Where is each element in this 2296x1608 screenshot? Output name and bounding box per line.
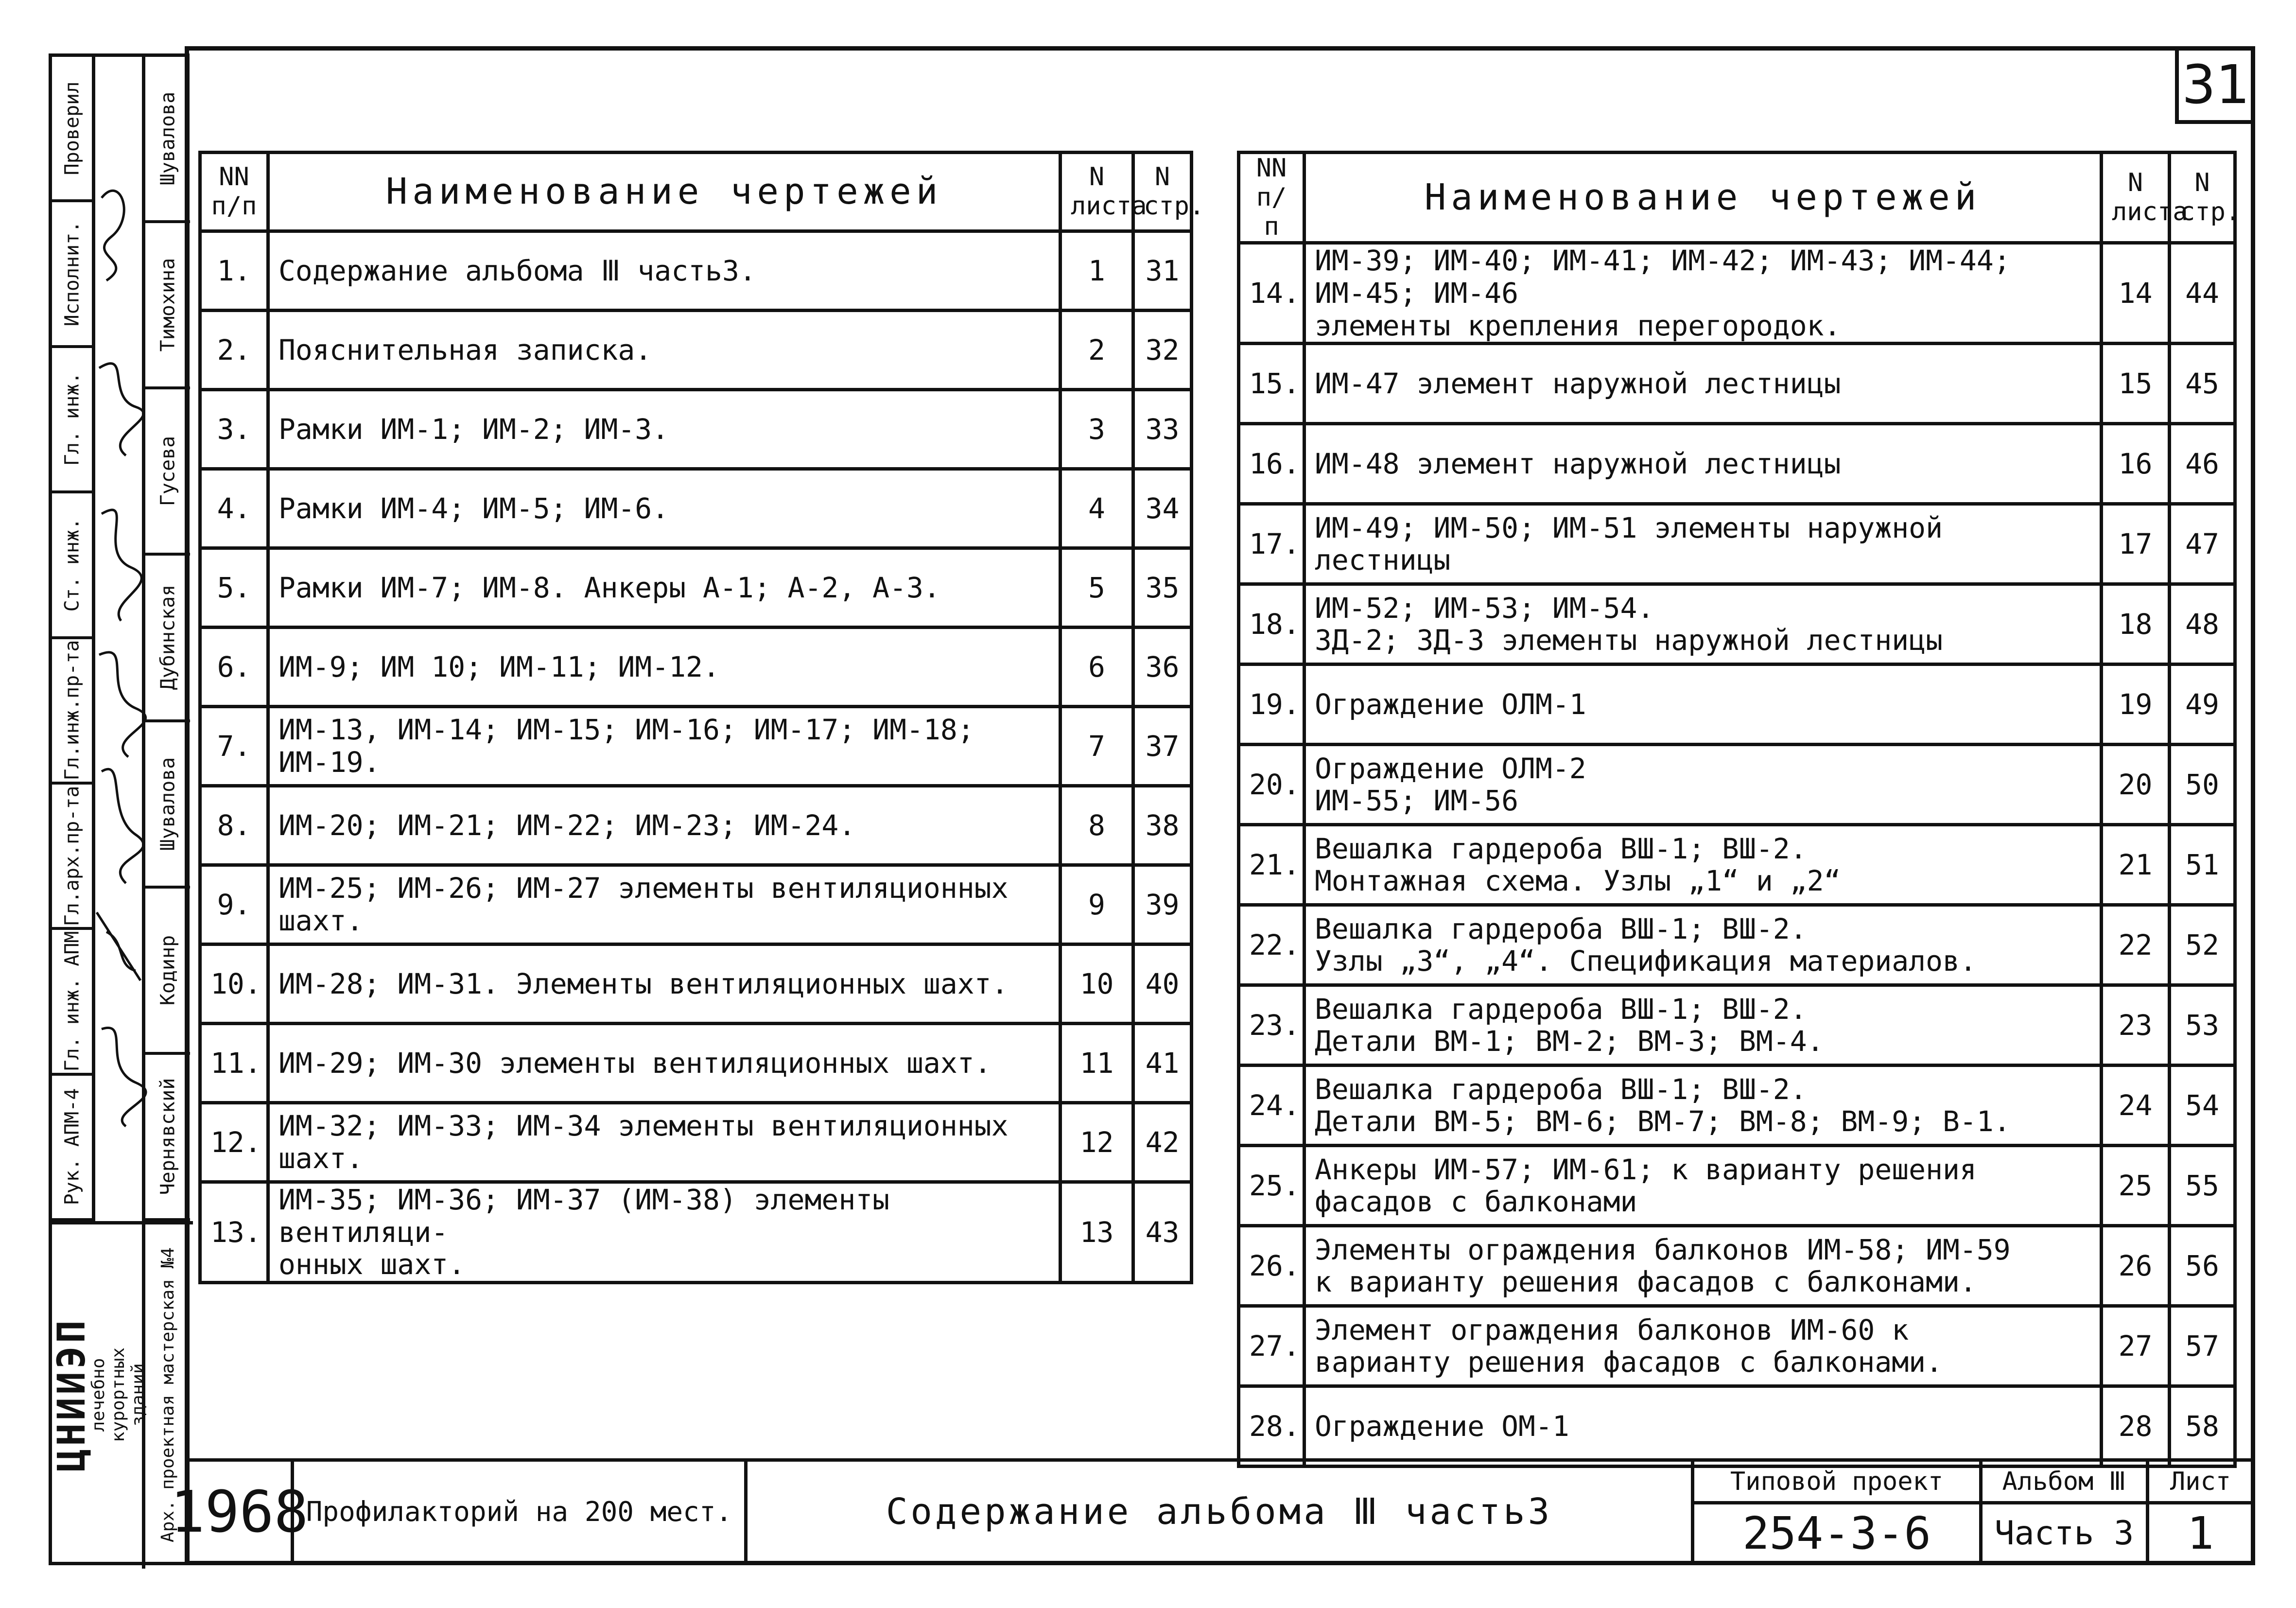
approval-name: Дубинская: [145, 556, 190, 722]
approval-role: Проверил: [52, 57, 92, 202]
row-sheet: 12: [1061, 1103, 1133, 1182]
row-page: 55: [2170, 1146, 2235, 1226]
row-name: Содержание альбома Ⅲ часть3.: [268, 231, 1061, 311]
row-page: 32: [1133, 311, 1192, 390]
row-sheet: 16: [2102, 424, 2170, 504]
row-sheet: 7: [1061, 707, 1133, 786]
row-page: 40: [1133, 944, 1192, 1024]
row-number: 17.: [1239, 504, 1305, 584]
row-page: 38: [1133, 786, 1192, 865]
approval-name: Чернявский: [145, 1055, 190, 1221]
row-name: ИМ-47 элемент наружной лестницы: [1305, 344, 2102, 424]
org-name: лечебно курортных зданий: [88, 1347, 149, 1442]
row-number: 4.: [200, 469, 268, 548]
row-sheet: 20: [2102, 745, 2170, 825]
row-name: Элементы ограждения балконов ИМ-58; ИМ-59 к варианту решения фасадов с балконами.: [1305, 1226, 2102, 1306]
table-row: [1239, 825, 2235, 905]
row-page: 42: [1133, 1103, 1192, 1182]
row-number: 28.: [1239, 1386, 1305, 1467]
table-row: [1239, 504, 2235, 584]
row-sheet: 24: [2102, 1066, 2170, 1146]
table-row: [200, 311, 1192, 390]
row-number: 25.: [1239, 1146, 1305, 1226]
row-page: 53: [2170, 985, 2235, 1066]
table-row: [200, 548, 1192, 628]
row-number: 19.: [1239, 664, 1305, 745]
header-sheet: N листа: [2102, 153, 2170, 243]
row-sheet: 10: [1061, 944, 1133, 1024]
row-name: ИМ-25; ИМ-26; ИМ-27 элементы вентиляционных шахт.: [268, 865, 1061, 944]
row-name: ИМ-13, ИМ-14; ИМ-15; ИМ-16; ИМ-17; ИМ-18; ИМ-19.: [268, 707, 1061, 786]
row-name: Вешалка гардероба ВШ-1; ВШ-2. Узлы „3“, „4“. Спецификация материалов.: [1305, 905, 2102, 985]
row-page: 50: [2170, 745, 2235, 825]
album-label: Альбом Ⅲ: [1979, 1458, 2149, 1504]
row-name: Анкеры ИМ-57; ИМ-61; к варианту решения фасадов с балконами: [1305, 1146, 2102, 1226]
row-sheet: 25: [2102, 1146, 2170, 1226]
row-name: ИМ-20; ИМ-21; ИМ-22; ИМ-23; ИМ-24.: [268, 786, 1061, 865]
row-name: Вешалка гардероба ВШ-1; ВШ-2. Детали ВМ-5; ВМ-6; ВМ-7; ВМ-8; ВМ-9; В-1.: [1305, 1066, 2102, 1146]
row-number: 26.: [1239, 1226, 1305, 1306]
approval-name: Шувалова: [145, 57, 190, 223]
table-row: [200, 707, 1192, 786]
row-number: 18.: [1239, 584, 1305, 664]
row-name: Рамки ИМ-1; ИМ-2; ИМ-3.: [268, 390, 1061, 469]
approval-name: Кодинр: [145, 889, 190, 1055]
header-sheet: N листа: [1061, 153, 1133, 231]
row-name: Рамки ИМ-4; ИМ-5; ИМ-6.: [268, 469, 1061, 548]
table-row: [1239, 424, 2235, 504]
row-number: 22.: [1239, 905, 1305, 985]
row-number: 21.: [1239, 825, 1305, 905]
row-name: Ограждение ОЛМ-2 ИМ-55; ИМ-56: [1305, 745, 2102, 825]
table-row: [1239, 584, 2235, 664]
row-name: ИМ-28; ИМ-31. Элементы вентиляционных шахт.: [268, 944, 1061, 1024]
row-page: 52: [2170, 905, 2235, 985]
row-page: 56: [2170, 1226, 2235, 1306]
table-row: [200, 1103, 1192, 1182]
row-name: Ограждение ОМ-1: [1305, 1386, 2102, 1467]
table-row: [200, 1182, 1192, 1283]
table-row: [1239, 344, 2235, 424]
row-name: ИМ-49; ИМ-50; ИМ-51 элементы наружной лестницы: [1305, 504, 2102, 584]
row-name: Вешалка гардероба ВШ-1; ВШ-2. Монтажная схема. Узлы „1“ и „2“: [1305, 825, 2102, 905]
row-sheet: 2: [1061, 311, 1133, 390]
row-name: ИМ-35; ИМ-36; ИМ-37 (ИМ-38) элементы вентиляци- онных шахт.: [268, 1182, 1061, 1283]
row-page: 47: [2170, 504, 2235, 584]
row-name: ИМ-48 элемент наружной лестницы: [1305, 424, 2102, 504]
row-sheet: 8: [1061, 786, 1133, 865]
row-sheet: 17: [2102, 504, 2170, 584]
row-page: 54: [2170, 1066, 2235, 1146]
row-name: Рамки ИМ-7; ИМ-8. Анкеры А-1; А-2, А-3.: [268, 548, 1061, 628]
row-page: 57: [2170, 1306, 2235, 1386]
row-page: 43: [1133, 1182, 1192, 1283]
approval-role: Исполнит.: [52, 202, 92, 348]
sheet-label: Лист: [2146, 1458, 2255, 1504]
row-page: 49: [2170, 664, 2235, 745]
row-page: 37: [1133, 707, 1192, 786]
row-number: 12.: [200, 1103, 268, 1182]
sheet-number: 31: [2175, 49, 2253, 124]
table-row: [1239, 1386, 2235, 1467]
row-number: 9.: [200, 865, 268, 944]
table-row: [1239, 985, 2235, 1066]
approval-name: Гусева: [145, 389, 190, 556]
row-name: ИМ-29; ИМ-30 элементы вентиляционных шахт.: [268, 1024, 1061, 1103]
table-row: [1239, 1226, 2235, 1306]
row-number: 23.: [1239, 985, 1305, 1066]
row-page: 34: [1133, 469, 1192, 548]
org-logo: ЦНИИЭП: [50, 1317, 94, 1472]
row-page: 33: [1133, 390, 1192, 469]
row-name: ИМ-39; ИМ-40; ИМ-41; ИМ-42; ИМ-43; ИМ-44; ИМ-45; ИМ-46 элементы крепления перегородок.: [1305, 243, 2102, 344]
row-sheet: 6: [1061, 628, 1133, 707]
row-sheet: 18: [2102, 584, 2170, 664]
approval-role: Гл. инж.: [52, 348, 92, 493]
approval-name: Тимохина: [145, 223, 190, 389]
row-page: 35: [1133, 548, 1192, 628]
title-main: Содержание альбома Ⅲ часть3: [744, 1458, 1694, 1565]
row-name: Ограждение ОЛМ-1: [1305, 664, 2102, 745]
part-label: Часть 3: [1979, 1501, 2149, 1565]
table-row: [1239, 1146, 2235, 1226]
table-row: [1239, 745, 2235, 825]
row-number: 1.: [200, 231, 268, 311]
header-name: Наименование чертежей: [1305, 153, 2102, 243]
row-sheet: 9: [1061, 865, 1133, 944]
approval-role: Гл.инж.пр-та: [52, 639, 92, 785]
row-sheet: 23: [2102, 985, 2170, 1066]
title-object: Профилакторий на 200 мест.: [291, 1458, 748, 1565]
row-number: 10.: [200, 944, 268, 1024]
row-sheet: 22: [2102, 905, 2170, 985]
approval-role: Рук. АПМ-4: [52, 1076, 92, 1221]
table-row: [200, 944, 1192, 1024]
row-number: 11.: [200, 1024, 268, 1103]
row-sheet: 26: [2102, 1226, 2170, 1306]
header-page: N стр.: [2170, 153, 2235, 243]
header-number: NN п/п: [1239, 153, 1305, 243]
row-name: Вешалка гардероба ВШ-1; ВШ-2. Детали ВМ-1; ВМ-2; ВМ-3; ВМ-4.: [1305, 985, 2102, 1066]
table-row: [200, 390, 1192, 469]
approval-role: Гл. инж. АПМ: [52, 930, 92, 1075]
table-row: [1239, 243, 2235, 344]
row-number: 6.: [200, 628, 268, 707]
approval-role: Гл.арх.пр-та: [52, 785, 92, 930]
row-name: ИМ-9; ИМ 10; ИМ-11; ИМ-12.: [268, 628, 1061, 707]
row-sheet: 1: [1061, 231, 1133, 311]
contents-table-left: [198, 151, 1205, 1284]
row-sheet: 4: [1061, 469, 1133, 548]
project-label: Типовой проект: [1691, 1458, 1983, 1504]
row-page: 31: [1133, 231, 1192, 311]
table-row: [1239, 905, 2235, 985]
row-page: 39: [1133, 865, 1192, 944]
row-sheet: 28: [2102, 1386, 2170, 1467]
table-row: [200, 628, 1192, 707]
row-page: 58: [2170, 1386, 2235, 1467]
header-name: Наименование чертежей: [268, 153, 1061, 231]
approval-strip: [49, 53, 190, 1565]
row-sheet: 14: [2102, 243, 2170, 344]
table-row: [200, 469, 1192, 548]
row-sheet: 19: [2102, 664, 2170, 745]
row-name: Элемент ограждения балконов ИМ-60 к варианту решения фасадов с балконами.: [1305, 1306, 2102, 1386]
row-number: 7.: [200, 707, 268, 786]
row-number: 16.: [1239, 424, 1305, 504]
title-year: 1968: [185, 1458, 294, 1565]
row-number: 20.: [1239, 745, 1305, 825]
row-name: ИМ-32; ИМ-33; ИМ-34 элементы вентиляционных шахт.: [268, 1103, 1061, 1182]
row-number: 13.: [200, 1182, 268, 1283]
row-number: 2.: [200, 311, 268, 390]
row-page: 36: [1133, 628, 1192, 707]
header-page: N стр.: [1133, 153, 1192, 231]
row-number: 8.: [200, 786, 268, 865]
row-page: 48: [2170, 584, 2235, 664]
row-number: 3.: [200, 390, 268, 469]
header-number: NN п/п: [200, 153, 268, 231]
project-number: 254-3-6: [1691, 1501, 1983, 1565]
row-number: 24.: [1239, 1066, 1305, 1146]
row-name: ИМ-52; ИМ-53; ИМ-54. ЗД-2; ЗД-3 элементы наружной лестницы: [1305, 584, 2102, 664]
table-row: [200, 865, 1192, 944]
table-row: [200, 786, 1192, 865]
row-sheet: 3: [1061, 390, 1133, 469]
row-number: 15.: [1239, 344, 1305, 424]
workshop-name: Арх. проектная мастерская №4: [157, 1247, 178, 1542]
row-number: 14.: [1239, 243, 1305, 344]
signatures: [92, 57, 145, 1221]
row-page: 46: [2170, 424, 2235, 504]
approval-role: Ст. инж.: [52, 493, 92, 639]
sheet-value: 1: [2146, 1501, 2255, 1565]
table-row: [1239, 1066, 2235, 1146]
table-row: [200, 231, 1192, 311]
row-page: 44: [2170, 243, 2235, 344]
row-sheet: 5: [1061, 548, 1133, 628]
row-number: 27.: [1239, 1306, 1305, 1386]
row-page: 51: [2170, 825, 2235, 905]
row-sheet: 27: [2102, 1306, 2170, 1386]
row-sheet: 11: [1061, 1024, 1133, 1103]
table-row: [1239, 1306, 2235, 1386]
contents-table-right: [1237, 151, 2241, 1468]
row-number: 5.: [200, 548, 268, 628]
row-sheet: 13: [1061, 1182, 1133, 1283]
table-row: [200, 1024, 1192, 1103]
row-page: 45: [2170, 344, 2235, 424]
approval-name: Шувалова: [145, 722, 190, 889]
row-sheet: 21: [2102, 825, 2170, 905]
row-sheet: 15: [2102, 344, 2170, 424]
row-name: Пояснительная записка.: [268, 311, 1061, 390]
row-page: 41: [1133, 1024, 1192, 1103]
table-row: [1239, 664, 2235, 745]
